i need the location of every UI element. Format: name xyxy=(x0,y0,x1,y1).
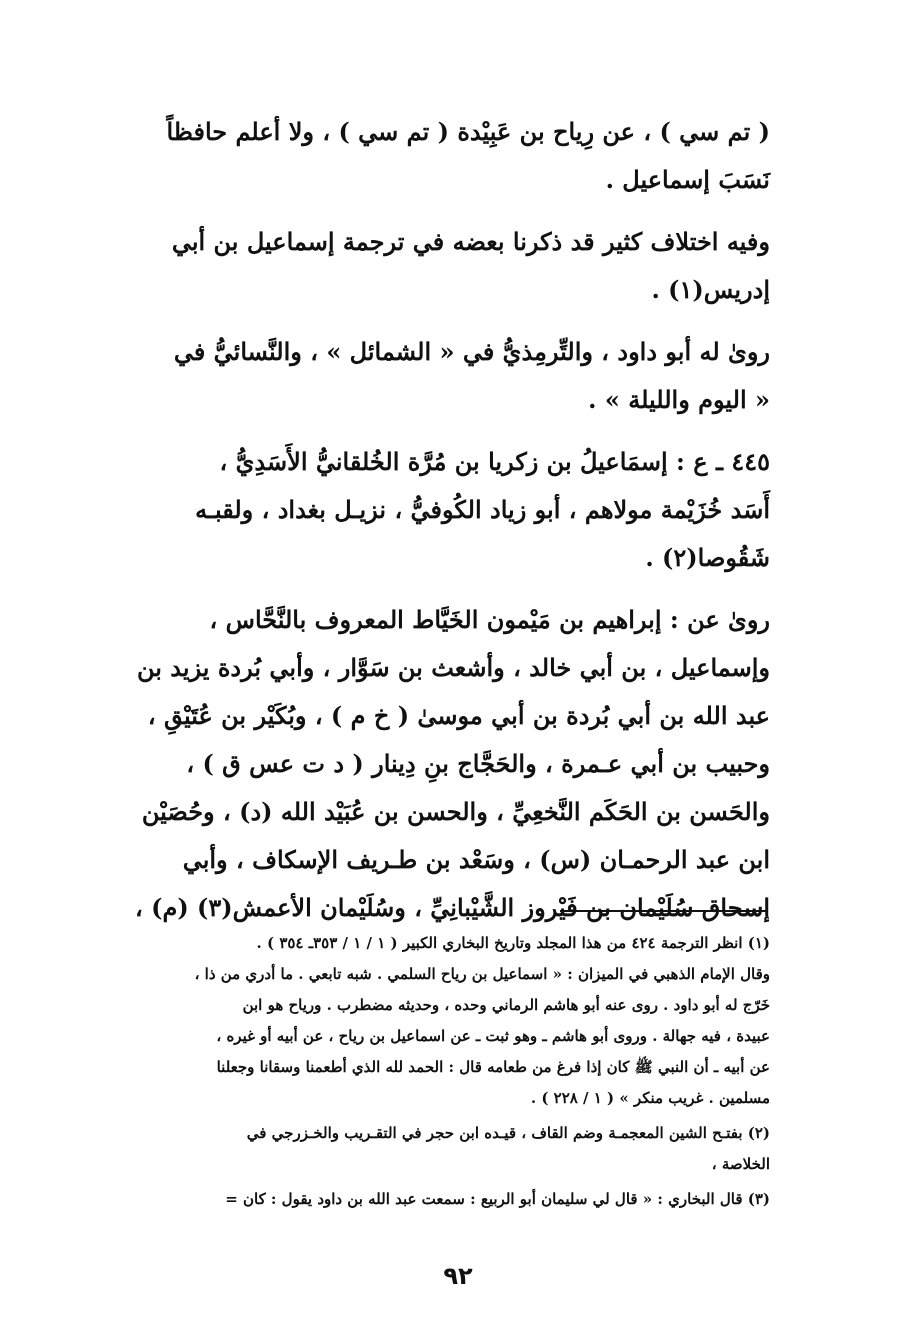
text-line: وحبيب بن أبي عـمرة ، والحَجَّاج بنِ دِينار ( د ت عس ق ) ، xyxy=(186,749,770,778)
text-line: شَقُوصا(٢) . xyxy=(645,543,770,572)
text-line: إدريس(١) . xyxy=(651,275,770,304)
text-line: أَسَد خُزَيْمة مولاهم ، أبو زياد الكُوفيُّ ، نزيـل بغداد ، ولقبـه xyxy=(195,495,770,524)
footnote-line: عبيدة ، فيه جهالة . وروى أبو هاشم ـ وهو ثبت ـ عن اسماعيل بن رياح ، عن أبيه أو غيره ، xyxy=(216,1027,770,1045)
paragraph xyxy=(80,108,770,204)
paragraph xyxy=(80,218,770,314)
text-line: ٤٤٥ ـ ع : إسمَاعيلُ بن زكريا بن مُرَّة الخُلقانيُّ الأَسَدِيُّ ، xyxy=(219,447,770,476)
text-line: ابن عبد الرحمـان (س) ، وسَعْد بن طـريف الإسكاف ، وأبي xyxy=(182,845,770,874)
footnote-line: الخلاصة ، xyxy=(711,1155,770,1173)
footnote-line: (١) انظر الترجمة ٤٢٤ من هذا المجلد وتاريخ البخاري الكبير ( ١ / ١ / ٣٥٣ـ ٣٥٤ ) . xyxy=(256,934,770,952)
text-line: روىٰ عن : إبراهيم بن مَيْمون الخَيَّاط المعروف بالنَّحَّاس ، xyxy=(209,605,770,634)
text-line: وإسماعيل ، بن أبي خالد ، وأشعث بن سَوَّار ، وأبي بُردة يزيد بن xyxy=(136,653,770,682)
footnote-line: عن أبيه ـ أن النبي ﷺ كان إذا فرغ من طعامه قال : الحمد لله الذي أطعمنا وسقانا وجعلنا xyxy=(216,1058,770,1076)
text-line: ( تم سي ) ، عن رِياح بن عَبِيْدة ( تم سي ) ، ولا أعلم حافظاً xyxy=(166,117,770,146)
text-line: نَسَبَ إسماعيل . xyxy=(605,165,770,194)
footnote-line: مسلمين . غريب منكر » ( ١ / ٢٢٨ ) . xyxy=(530,1089,770,1107)
text-line: « اليوم والليلة » . xyxy=(588,385,770,414)
text-line: وفيه اختلاف كثير قد ذكرنا بعضه في ترجمة إسماعيل بن أبي xyxy=(171,227,770,256)
footnote-separator xyxy=(560,910,766,912)
footnotes xyxy=(80,928,770,1219)
footnote xyxy=(80,928,770,1114)
footnote xyxy=(80,1184,770,1215)
text-line: والحَسن بن الحَكَم النَّخعِيِّ ، والحسن بن عُبَيْد الله (د) ، وحُصَيْن xyxy=(141,797,770,826)
text-line: روىٰ له أبو داود ، والتِّرمِذيُّ في « الشمائل » ، والنَّسائيُّ في xyxy=(173,337,770,366)
text-line: عبد الله بن أبي بُردة بن أبي موسىٰ ( خ م ) ، وبُكَيْر بن عُتَيْقِ ، xyxy=(147,701,770,730)
paragraph xyxy=(80,596,770,932)
main-text xyxy=(80,108,770,946)
footnote-line: خَرّج له أبو داود . روى عنه أبو هاشم الرماني وحده ، وحديثه مضطرب . ورياح هو ابن xyxy=(242,996,770,1014)
footnote xyxy=(80,1118,770,1180)
page-number: ٩٢ xyxy=(443,1262,473,1290)
entry-heading-paragraph xyxy=(80,438,770,582)
text-line: إسحاق سُلَيْمان بن فَيْروز الشَّيْبانِيِّ ، وسُلَيْمان الأعمش(٣) (م) ، xyxy=(135,893,770,922)
paragraph xyxy=(80,328,770,424)
footnote-line: وقال الإمام الذهبي في الميزان : « اسماعيل بن رياح السلمي . شبه تابعي . ما أدري من ذا ، xyxy=(194,965,770,983)
footnote-line: (٣) قال البخاري : « قال لي سليمان أبو الربيع : سمعت عبد الله بن داود يقول : كان = xyxy=(225,1190,770,1208)
footnote-line: (٢) بفتـح الشين المعجمـة وضم القاف ، قيـده ابن حجر في التقـريب والخـزرجي في xyxy=(246,1124,770,1142)
